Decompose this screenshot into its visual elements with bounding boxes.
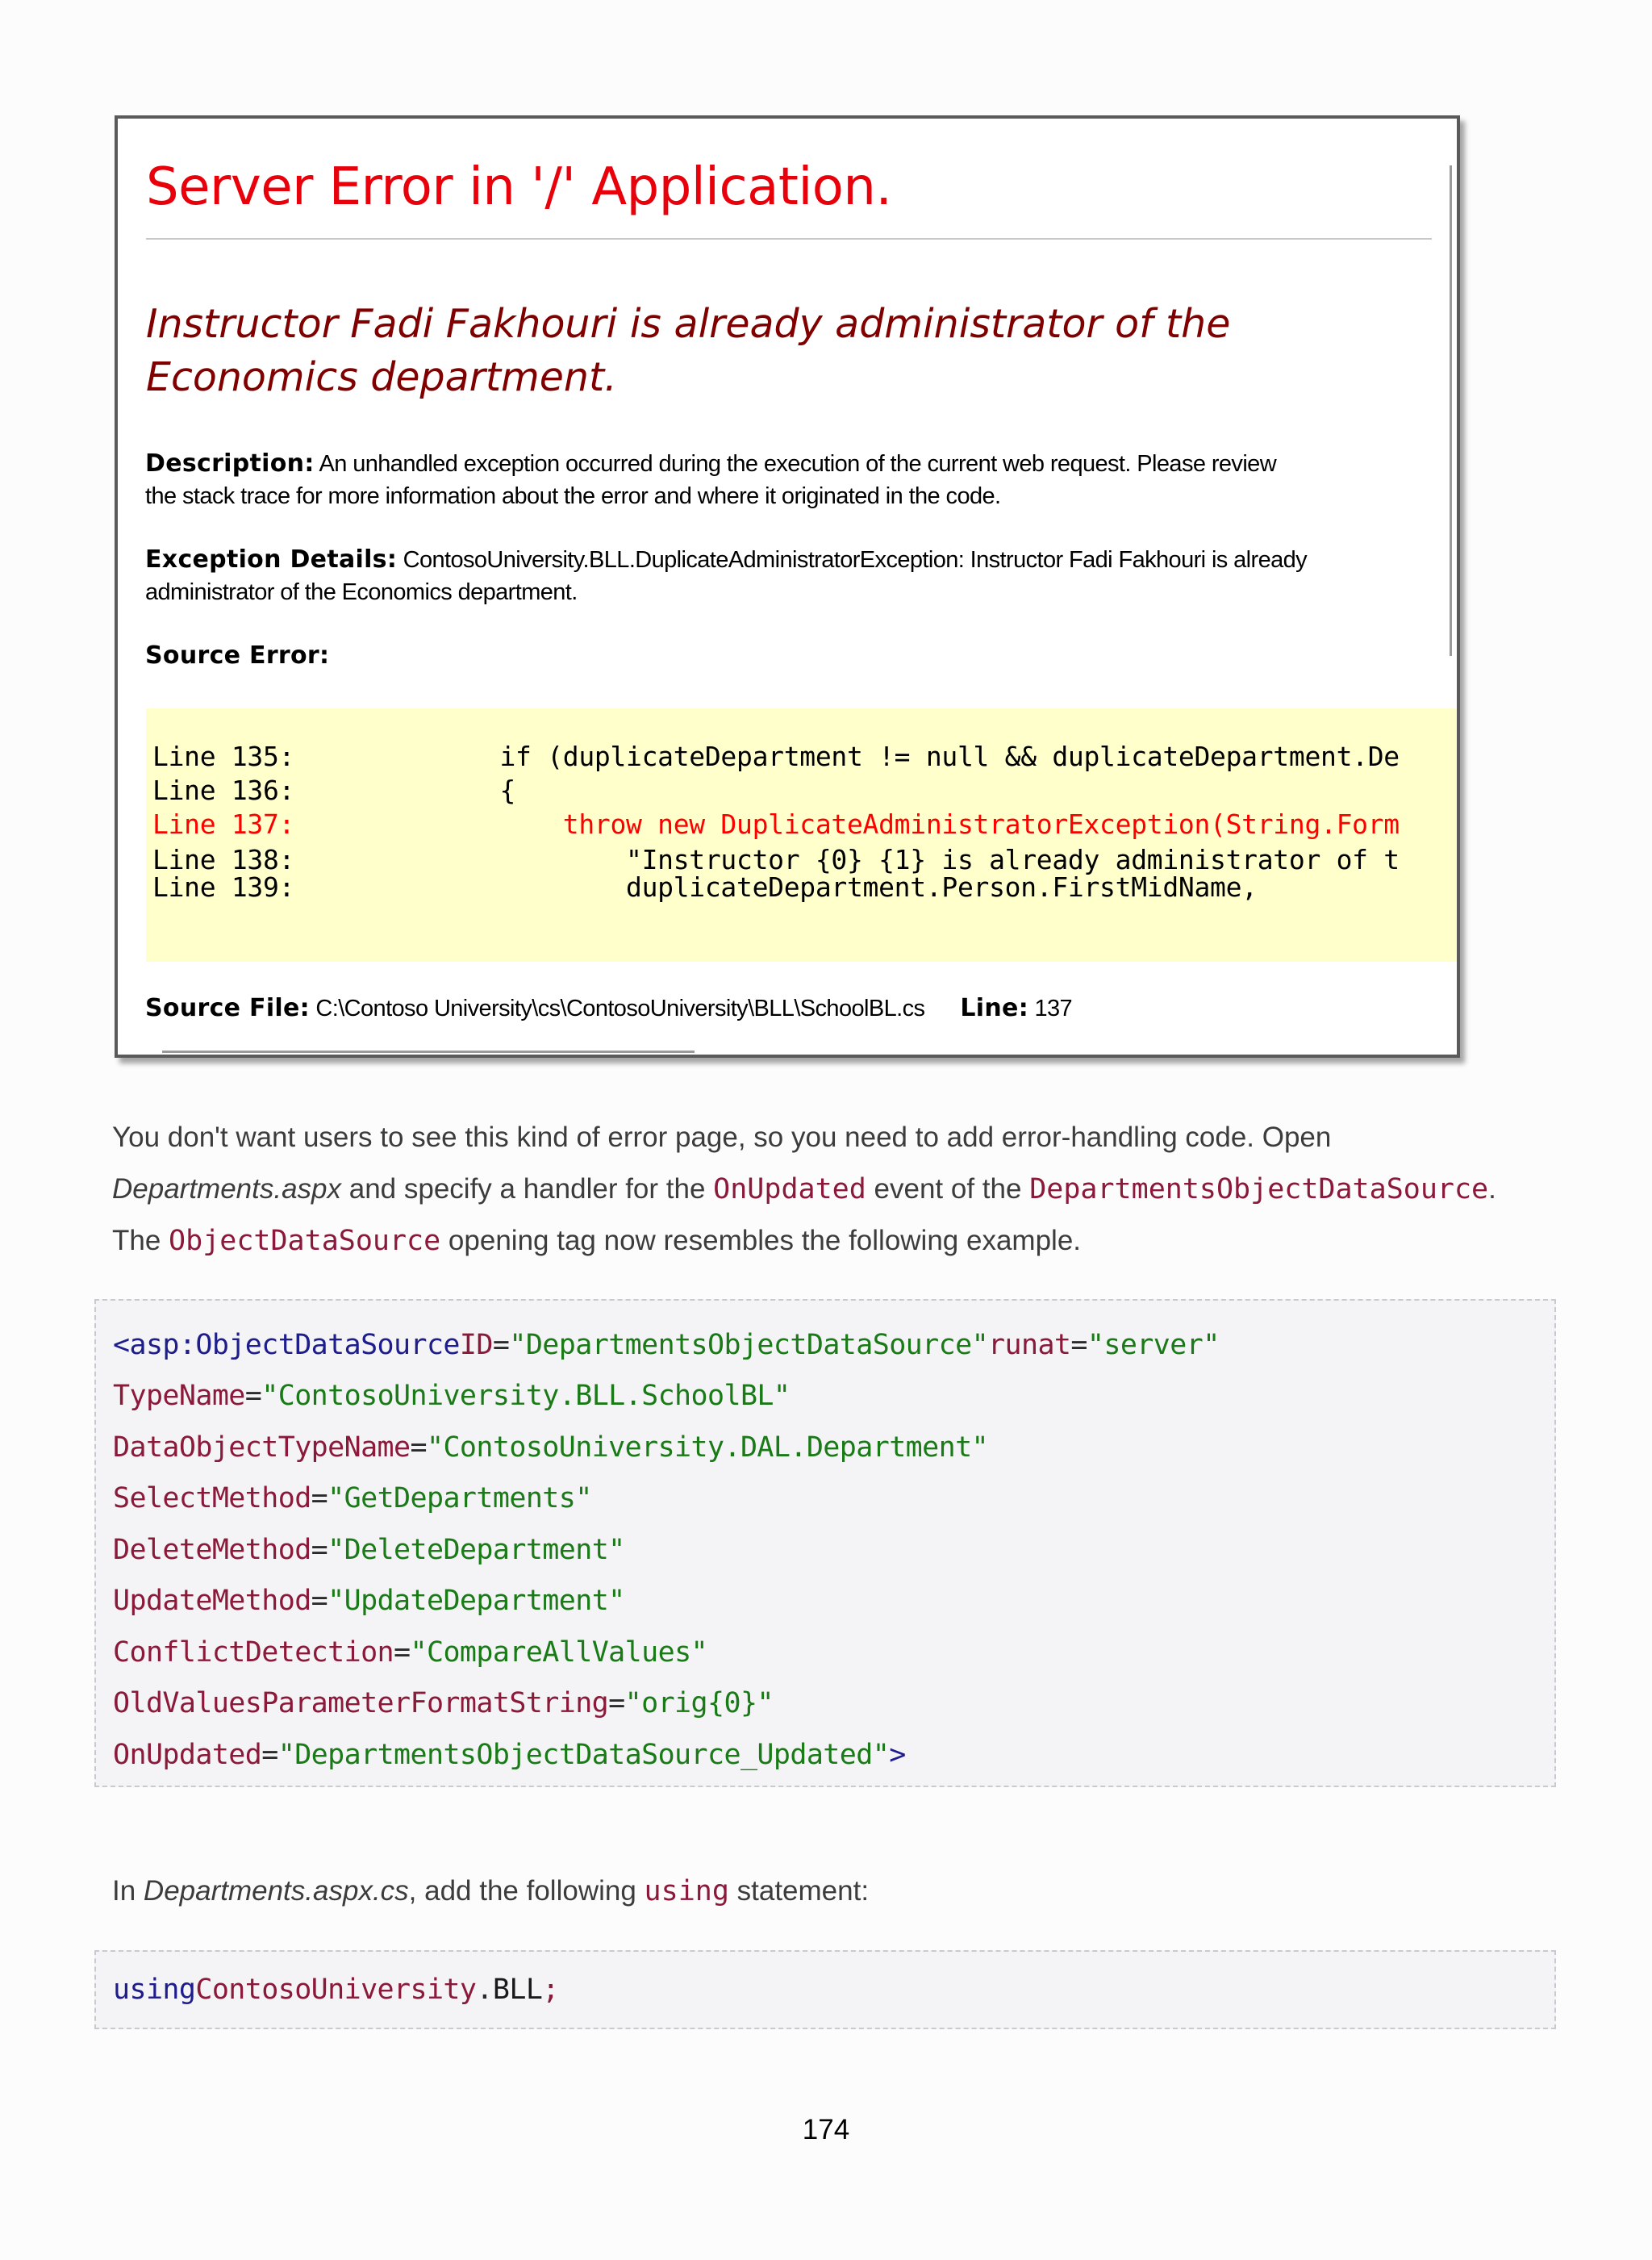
source-error-label: Source Error: (145, 641, 330, 670)
source-line: Line 139: duplicateDepartment.Person.FirstMidName, (152, 871, 1258, 903)
code-eq: = (261, 1739, 278, 1771)
code-tag: <asp:ObjectDataSource (113, 1329, 460, 1361)
vertical-scrollbar (1450, 165, 1452, 656)
description-line (145, 448, 1436, 480)
source-file-line (145, 994, 1072, 1022)
text-run: opening tag now resembles the following example. (440, 1225, 1082, 1256)
inline-code: using (644, 1875, 729, 1907)
code-attr: TypeName (113, 1380, 245, 1412)
inline-code: OnUpdated (713, 1173, 866, 1205)
code-line (113, 1585, 625, 1617)
text-run: The (112, 1225, 169, 1256)
paragraph-line (112, 1215, 1548, 1267)
exception-text: ContosoUniversity.BLL.DuplicateAdministratorException: Instructor Fadi Fakhouri is already (397, 547, 1308, 573)
source-line-highlighted: Line 137: throw new DuplicateAdministratorException(String.Form (152, 808, 1400, 840)
code-block-using (94, 1950, 1556, 2029)
code-eq: = (410, 1431, 427, 1464)
code-eq: = (492, 1329, 510, 1361)
error-message-line: Economics department. (146, 354, 617, 400)
paragraph-line (112, 1112, 1548, 1163)
code-attr: ID (459, 1329, 493, 1361)
error-message-line: Instructor Fadi Fakhouri is already administrator of the (146, 301, 1231, 347)
exception-label: Exception Details: (145, 545, 398, 574)
page-number: 174 (802, 2114, 850, 2145)
file-name: Departments.aspx.cs (143, 1875, 409, 1907)
code-attr: UpdateMethod (113, 1585, 311, 1617)
code-string: "orig{0}" (624, 1687, 774, 1719)
code-string: "DepartmentsObjectDataSource" (509, 1329, 989, 1361)
code-line (113, 1687, 774, 1719)
code-line (113, 1534, 625, 1566)
code-attr: ConflictDetection (113, 1636, 394, 1669)
code-string: "server" (1087, 1329, 1220, 1361)
code-line (113, 1431, 988, 1464)
text-run: event of the (866, 1173, 1030, 1205)
code-string: "ContosoUniversity.BLL.SchoolBL" (261, 1380, 791, 1412)
error-title: Server Error in '/' Application. (146, 157, 892, 217)
file-name: Departments.aspx (112, 1173, 342, 1205)
horizontal-scrollbar (162, 1051, 695, 1053)
source-file-label: Source File: (145, 994, 310, 1022)
line-number: 137 (1028, 996, 1073, 1021)
source-line: Line 136: { (152, 775, 516, 806)
paragraph-line (112, 1865, 1548, 1917)
code-attr: runat (988, 1329, 1071, 1361)
code-eq: = (1070, 1329, 1087, 1361)
error-message (146, 298, 1437, 404)
code-dot: . (476, 1974, 493, 2006)
code-string: "DeleteDepartment" (327, 1534, 625, 1566)
source-error-heading (145, 640, 1436, 672)
paragraph-error-handling (112, 1112, 1548, 1267)
inline-code: ObjectDataSource (169, 1225, 441, 1257)
code-eq: = (608, 1687, 625, 1719)
exception-line (145, 576, 1436, 608)
code-block-objectdatasource (94, 1299, 1556, 1787)
text-run: , add the following (408, 1875, 645, 1907)
line-label: Line: (960, 994, 1028, 1022)
description-text: An unhandled exception occurred during the execution of the current web request. Please review (314, 451, 1277, 477)
text-run: . (1488, 1173, 1496, 1205)
code-eq: = (311, 1585, 328, 1617)
inline-code: DepartmentsObjectDataSource (1029, 1173, 1489, 1205)
code-eq: = (244, 1380, 262, 1412)
code-attr: DataObjectTypeName (113, 1431, 411, 1464)
code-string: "UpdateDepartment" (327, 1585, 625, 1617)
code-keyword: using (113, 1974, 196, 2006)
code-eq: = (311, 1482, 328, 1514)
code-eq: = (311, 1534, 328, 1566)
code-line (113, 1636, 707, 1669)
code-tag: > (889, 1739, 906, 1771)
text-run: and specify a handler for the (341, 1173, 714, 1205)
code-line (113, 1482, 592, 1514)
code-string: "CompareAllValues" (410, 1636, 708, 1669)
code-line (113, 1739, 906, 1771)
code-semicolon: ; (542, 1974, 559, 2006)
description-text: the stack trace for more information about the error and where it originated in the code. (145, 483, 1001, 509)
code-attr: SelectMethod (113, 1482, 311, 1514)
error-page-screenshot (115, 115, 1460, 1058)
exception-text: administrator of the Economics department. (145, 579, 578, 605)
code-namespace: ContosoUniversity (195, 1974, 477, 2006)
source-line: Line 135: if (duplicateDepartment != null && duplicateDepartment.De (152, 741, 1400, 772)
code-attr: OnUpdated (113, 1739, 262, 1771)
exception-line (145, 544, 1436, 576)
source-file-path: C:\Contoso University\cs\ContosoUniversity\BLL\SchoolBL.cs (309, 996, 925, 1021)
paragraph-line (112, 1163, 1548, 1215)
code-line (113, 1380, 790, 1412)
source-line: Line 138: "Instructor {0} {1} is already administrator of t (152, 844, 1400, 875)
paragraph-using-statement (112, 1865, 1548, 1917)
text-run: statement: (728, 1875, 870, 1907)
code-line (113, 1329, 1220, 1361)
description-line (145, 480, 1436, 512)
text-run: You don't want users to see this kind of error page, so you need to add error-handling code. Open (112, 1122, 1332, 1153)
code-string: "DepartmentsObjectDataSource_Updated" (277, 1739, 890, 1771)
code-namespace: BLL (492, 1974, 543, 2006)
code-line (113, 1974, 559, 2006)
title-divider (146, 238, 1432, 240)
description-label: Description: (145, 449, 315, 478)
text-run: In (112, 1875, 144, 1907)
code-string: "ContosoUniversity.DAL.Department" (426, 1431, 989, 1464)
code-string: "GetDepartments" (327, 1482, 592, 1514)
source-error-box (146, 708, 1460, 962)
code-attr: OldValuesParameterFormatString (113, 1687, 609, 1719)
code-eq: = (394, 1636, 411, 1669)
code-attr: DeleteMethod (113, 1534, 311, 1566)
